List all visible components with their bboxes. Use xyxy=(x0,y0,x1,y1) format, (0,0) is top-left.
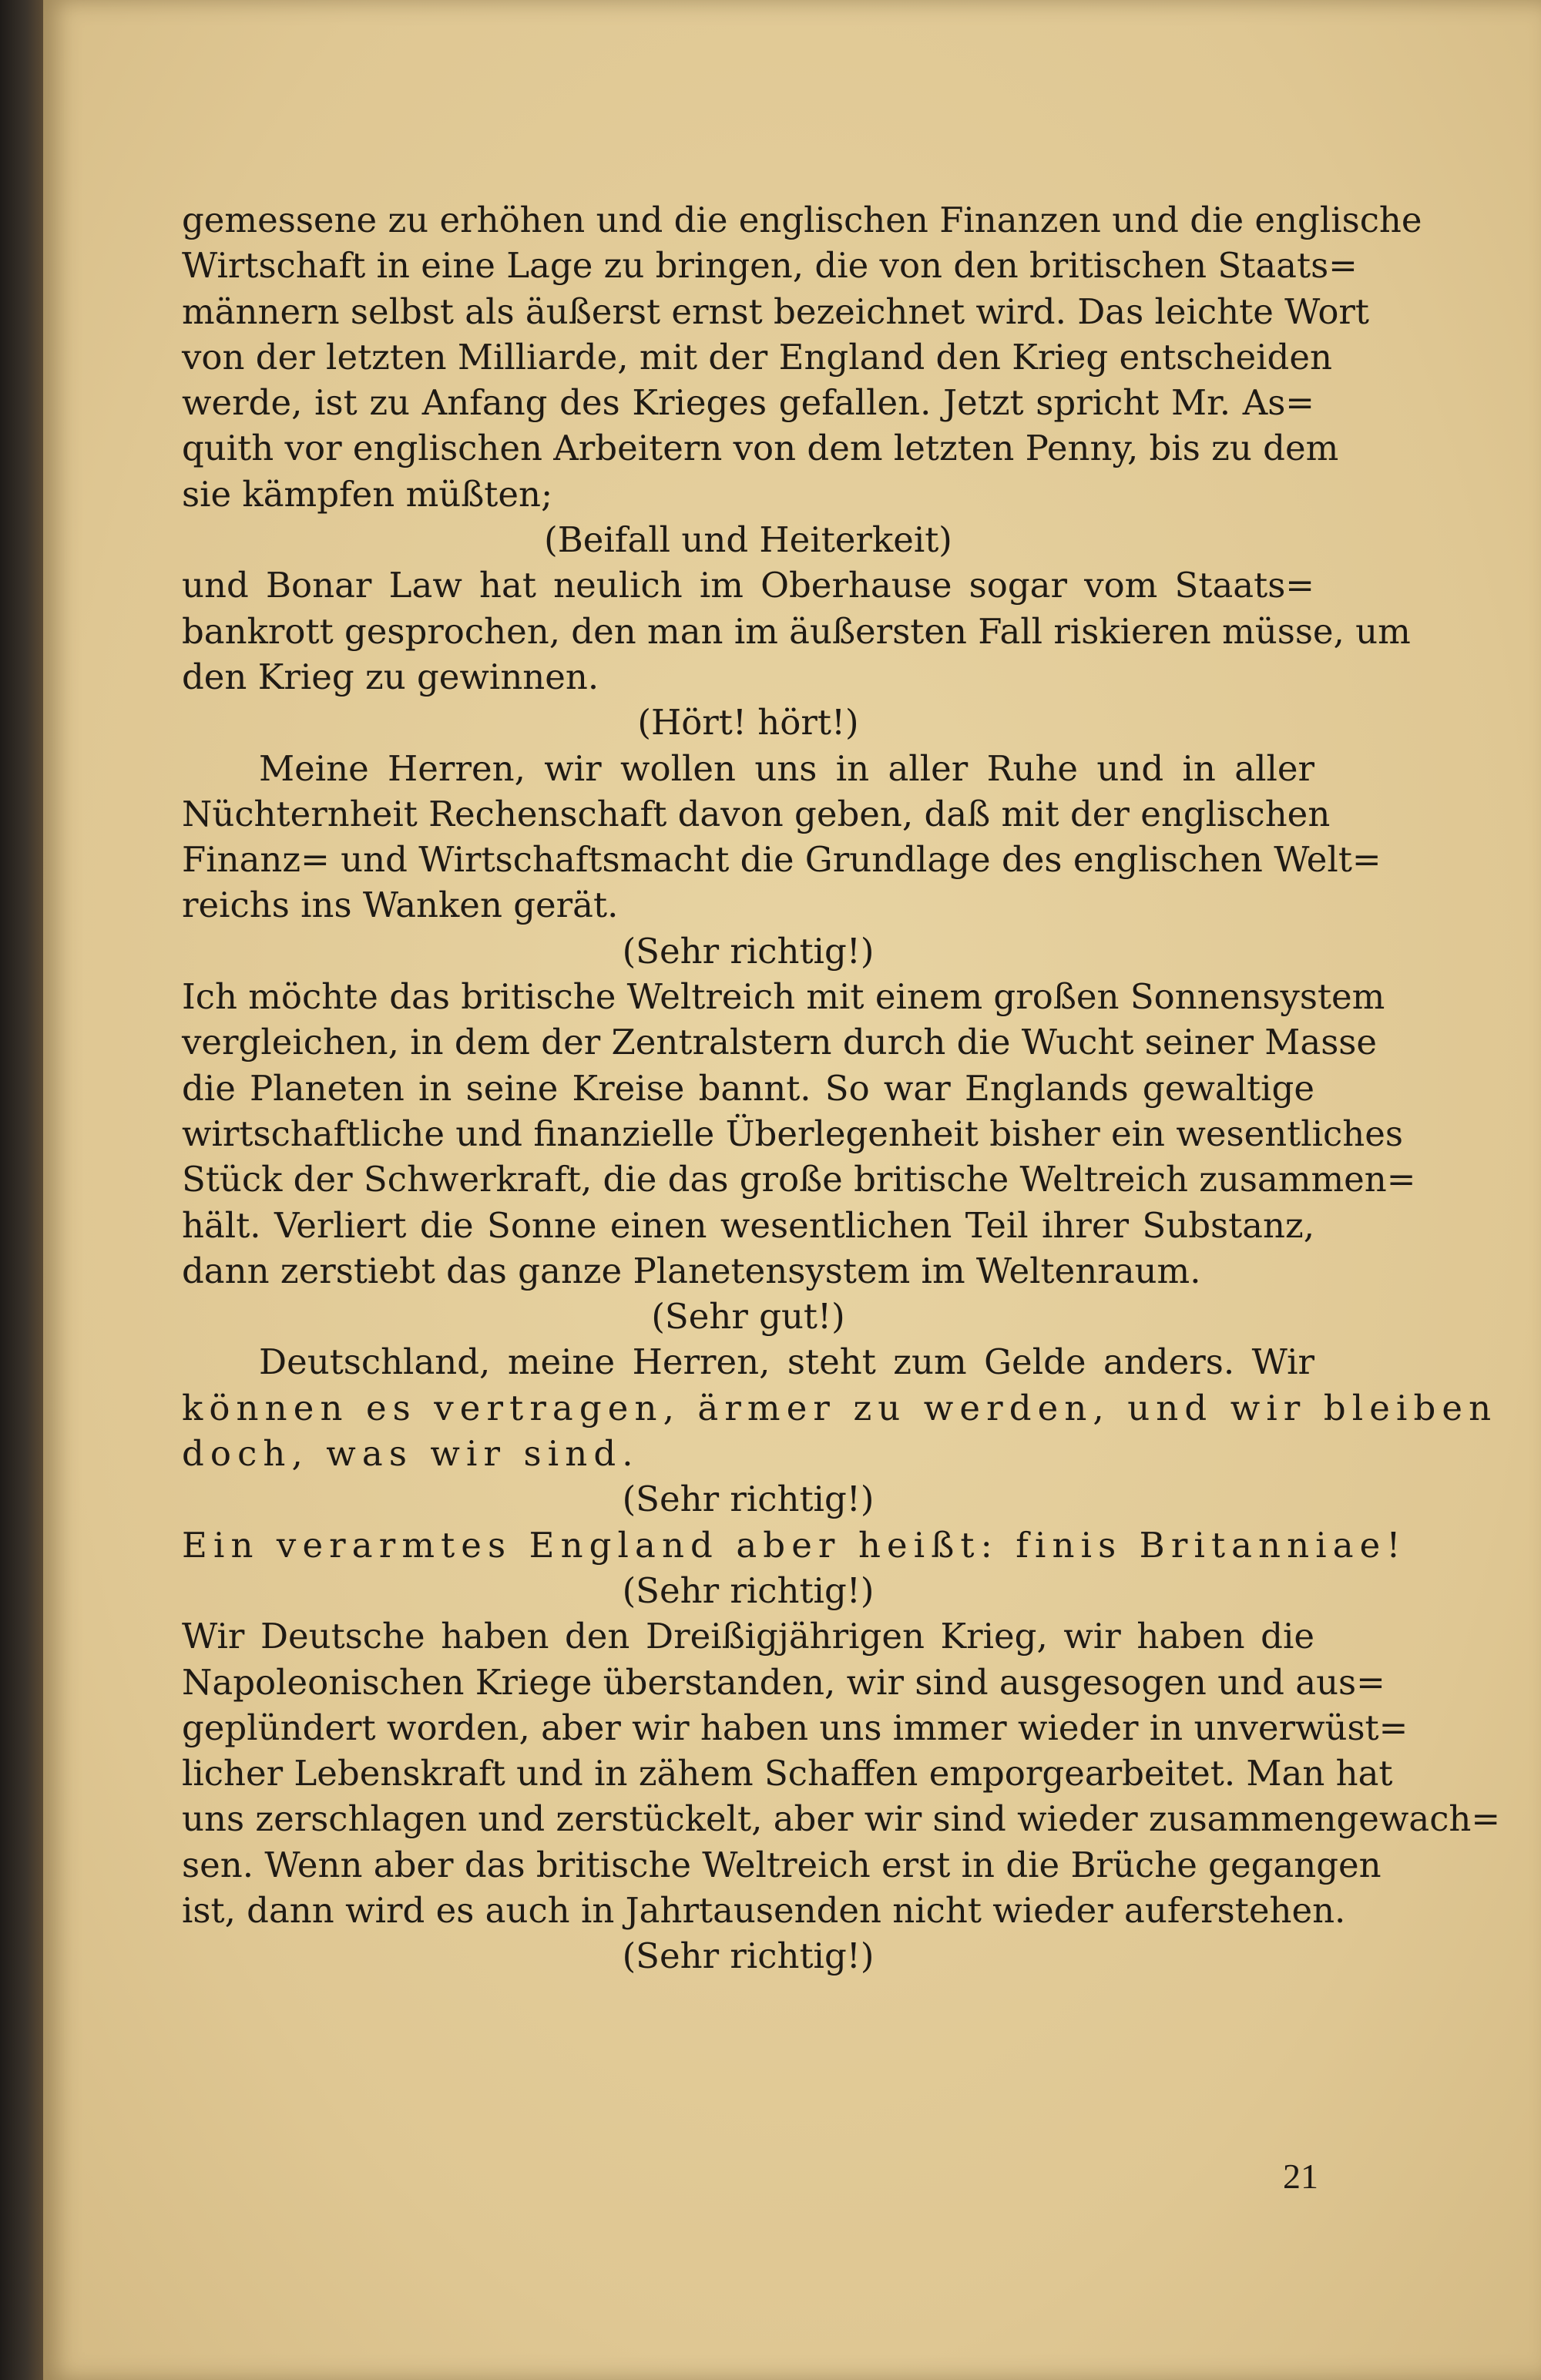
text-line: männern selbst als äußerst ernst bezeichnet wird. Das leichte Wort xyxy=(182,290,1370,332)
interjection: (Sehr richtig!) xyxy=(622,1479,875,1520)
text-line: werde, ist zu Anfang des Krieges gefallen. Jetzt spricht Mr. As= xyxy=(182,382,1314,424)
text-line: quith vor englischen Arbeitern von dem letzten Penny, bis zu dem xyxy=(182,428,1339,469)
text-line: und Bonar Law hat neulich im Oberhause sogar vom Staats= xyxy=(182,565,1314,606)
text-line: doch, was wir sind. xyxy=(182,1433,640,1475)
interjection: (Sehr richtig!) xyxy=(622,1569,875,1611)
text-line: sie kämpfen müßten; xyxy=(182,473,553,515)
text-line: vergleichen, in dem der Zentralstern durch die Wucht seiner Masse xyxy=(182,1022,1378,1063)
interjection: (Hört! hört!) xyxy=(637,702,859,744)
page-number: 21 xyxy=(1283,2157,1318,2196)
text-line: bankrott gesprochen, den man im äußersten Fall riskieren müsse, um xyxy=(182,610,1411,652)
text-line: Stück der Schwerkraft, die das große britische Weltreich zusammen= xyxy=(182,1159,1416,1200)
text-line: den Krieg zu gewinnen. xyxy=(182,656,599,697)
text-line: gemessene zu erhöhen und die englischen Finanzen und die englische xyxy=(182,200,1422,240)
text-line: geplündert worden, aber wir haben uns immer wieder in unverwüst= xyxy=(182,1707,1408,1748)
text-line: reichs ins Wanken gerät. xyxy=(182,885,619,926)
page-text xyxy=(182,197,1501,1979)
text-line: sen. Wenn aber das britische Weltreich erst in die Brüche gegangen xyxy=(182,1844,1382,1885)
text-line: Deutschland, meine Herren, steht zum Gelde anders. Wir xyxy=(259,1341,1314,1383)
text-line: die Planeten in seine Kreise bannt. So war Englands gewaltige xyxy=(182,1067,1314,1109)
text-line: Wir Deutsche haben den Dreißigjährigen Krieg, wir haben die xyxy=(182,1616,1314,1657)
text-line: Meine Herren, wir wollen uns in aller Ruhe und in aller xyxy=(259,747,1314,789)
text-line: hält. Verliert die Sonne einen wesentlichen Teil ihrer Substanz, xyxy=(182,1204,1314,1246)
text-line: uns zerschlagen und zerstückelt, aber wir sind wieder zusammengewach= xyxy=(182,1798,1501,1840)
text-line: dann zerstiebt das ganze Planetensystem im Weltenraum. xyxy=(182,1250,1201,1291)
text-line: Ein verarmtes England aber heißt: finis Britanniae! xyxy=(182,1524,1407,1566)
text-line: von der letzten Milliarde, mit der England den Krieg entscheiden xyxy=(182,336,1332,378)
text-line: Wirtschaft in eine Lage zu bringen, die von den britischen Staats= xyxy=(182,245,1358,287)
text-line: Napoleonischen Kriege überstanden, wir sind ausgesogen und aus= xyxy=(182,1661,1385,1703)
text-line: ist, dann wird es auch in Jahrtausenden nicht wieder auferstehen. xyxy=(182,1889,1346,1931)
text-line: Ich möchte das britische Weltreich mit einem großen Sonnensystem xyxy=(182,976,1385,1018)
interjection: (Beifall und Heiterkeit) xyxy=(544,519,952,561)
text-line: können es vertragen, ärmer zu werden, und wir bleiben xyxy=(182,1387,1498,1428)
interjection: (Sehr richtig!) xyxy=(622,930,875,972)
interjection: (Sehr richtig!) xyxy=(622,1935,875,1977)
text-line: Finanz= und Wirtschaftsmacht die Grundlage des englischen Welt= xyxy=(182,839,1382,881)
text-line: wirtschaftliche und finanzielle Überlegenheit bisher ein wesentliches xyxy=(182,1113,1403,1154)
text-line: Nüchternheit Rechenschaft davon geben, daß mit der englischen xyxy=(182,793,1331,834)
text-line: licher Lebenskraft und in zähem Schaffen emporgearbeitet. Man hat xyxy=(182,1753,1393,1794)
book-gutter xyxy=(0,0,43,2380)
interjection: (Sehr gut!) xyxy=(651,1296,845,1338)
